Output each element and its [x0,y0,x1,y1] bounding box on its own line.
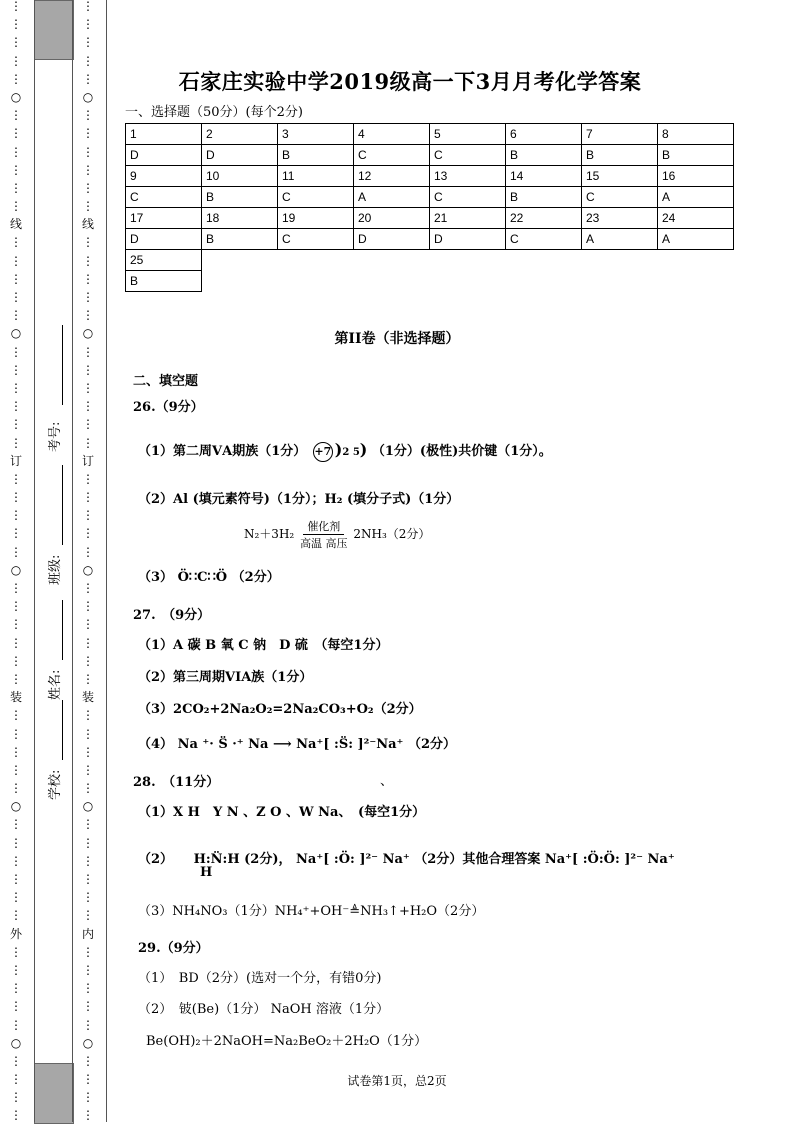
dot-mark: ⋮ [82,653,94,668]
dot-mark: ⋮ [10,908,22,923]
binding-circle-icon: ○ [82,89,94,104]
dot-mark: ⋮ [10,344,22,359]
section2-heading: 二、填空题 [133,374,199,389]
dot-mark: ⋮ [82,781,94,796]
dot-mark: ⋮ [82,635,94,650]
dot-mark: ⋮ [82,53,94,68]
answer-cell: B [506,187,582,208]
answer-cell: D [202,145,278,166]
binding-circle-icon: ○ [82,799,94,814]
dot-mark: ⋮ [82,199,94,214]
answer-cell: C [430,187,506,208]
dot-mark: ⋮ [10,671,22,686]
dot-mark: ⋮ [10,253,22,268]
answer-table-row [126,145,734,166]
binding-margin [0,0,108,1122]
dot-mark: ⋮ [82,417,94,432]
dot-mark: ⋮ [10,108,22,123]
dot-mark: ⋮ [82,762,94,777]
field-class: 班级: [48,554,63,585]
dot-mark: ⋮ [82,962,94,977]
binding-marker: 订 [9,453,22,468]
dot-mark: ⋮ [82,253,94,268]
dot-mark: ⋮ [82,508,94,523]
dot-mark: ⋮ [82,1072,94,1087]
answer-cell: C [506,229,582,250]
dot-mark: ⋮ [10,471,22,486]
dot-mark: ⋮ [10,1108,22,1123]
dot-mark: ⋮ [82,290,94,304]
answer-cell: B [278,145,354,166]
dot-mark: ⋮ [10,17,22,32]
school-blank[interactable] [62,700,63,760]
electron-shell-icon-2: ) [359,440,368,459]
q27-line2: （2）第三周期VIA族（1分） [138,670,313,685]
question-number-cell: 2 [202,124,278,145]
answer-cell: A [354,187,430,208]
empty-cell [278,271,354,292]
dot-mark: ⋮ [10,180,22,195]
dot-mark: ⋮ [10,617,22,632]
q26-line2: （2）Al (填元素符号)（1分）；H₂ (填分子式)（1分） [138,492,460,507]
na2s-formation-left: Na ⁺· S̈ ·⁺ Na [177,737,269,752]
field-school: 学校: [48,769,63,800]
field-exam-number: 考号: [48,421,63,452]
dot-mark: ⋮ [82,999,94,1014]
dot-mark: ⋮ [82,1053,94,1068]
answer-cell: C [126,187,202,208]
electron-shell-icon: ) [334,440,343,459]
dot-mark: ⋮ [10,399,22,414]
binding-marker: 内 [81,926,94,941]
dot-mark: ⋮ [82,908,94,923]
dot-mark: ⋮ [82,744,94,759]
q27-line4-score: （2分） [407,737,456,752]
q29-line1: （1） BD（2分）(选对一个分，有错0分) [138,971,382,986]
answer-table-row [126,124,734,145]
page-footer: 试卷第1页，总2页 [347,1074,447,1088]
dot-mark: ⋮ [10,999,22,1014]
nucleus-icon: +7 [313,442,333,462]
page-title: 石家庄实验中学2019级高一下3月月考化学答案 [178,69,642,94]
dot-mark: ⋮ [82,180,94,195]
q26-line1-text-b: （1分）(极性)共价键（1分）。 [371,444,552,459]
q28-score-a: (2分)， [244,852,292,867]
equation-products: 2NH₃（2分） [353,527,431,541]
dot-mark: ⋮ [10,508,22,523]
dot-mark: ⋮ [82,617,94,632]
empty-cell [430,250,506,271]
na2o2-electron-formula: Na⁺[ :Ö:Ö: ]²⁻ Na⁺ [544,852,675,867]
question-number-cell: 8 [658,124,734,145]
dot-mark: ⋮ [82,581,94,595]
question-number-cell: 23 [582,208,658,229]
q28-line2 [138,848,675,867]
dot-mark: ⋮ [10,544,22,559]
q27-line4 [138,733,456,752]
dot-mark: ⋮ [10,1017,22,1032]
empty-cell [202,271,278,292]
dot-mark: ⋮ [10,835,22,850]
dot-mark: ⋮ [82,872,94,886]
dot-mark: ⋮ [82,71,94,86]
q26-line1 [138,440,552,462]
answer-cell: B [506,145,582,166]
empty-cell [430,271,506,292]
q26-equation [244,518,430,551]
empty-cell [354,250,430,271]
catalyst-label: 催化剂 [303,518,344,535]
answer-cell: D [126,145,202,166]
dot-mark: ⋮ [10,962,22,977]
empty-cell [658,250,734,271]
dot-mark: ⋮ [10,435,22,450]
q29-heading: 29.（9分） [138,941,209,956]
dot-mark: ⋮ [10,71,22,86]
dot-mark: ⋮ [10,199,22,214]
question-number-cell: 12 [354,166,430,187]
binding-circle-icon: ○ [82,1035,94,1050]
answer-cell: B [126,271,202,292]
dot-mark: ⋮ [10,526,22,541]
dot-mark: ⋮ [10,271,22,286]
dot-mark: ⋮ [82,308,94,323]
dot-mark: ⋮ [82,1090,94,1105]
binding-marker: 线 [81,217,94,232]
inner-dotted-line [78,0,98,1122]
dot-mark: ⋮ [10,1053,22,1068]
part2-title: 第II卷（非选择题） [334,331,460,347]
dot-mark: ⋮ [10,817,22,832]
dot-mark: ⋮ [82,17,94,32]
binding-marker: 外 [9,926,22,941]
dot-mark: ⋮ [82,981,94,996]
binding-circle-icon: ○ [10,89,22,104]
answer-cell: B [202,187,278,208]
dot-mark: ⋮ [82,671,94,686]
q27-line1: （1）A 碳 B 氧 C 钠 D 硫 （每空1分） [138,638,389,653]
answer-cell: A [658,229,734,250]
question-number-cell: 21 [430,208,506,229]
reaction-arrow-icon: ⟶ [273,737,292,752]
nh3-bottom-h: H [200,865,213,880]
binding-circle-icon: ○ [82,326,94,341]
dot-mark: ⋮ [82,144,94,159]
question-number-cell: 10 [202,166,278,187]
na2o-electron-formula: Na⁺[ :Ö: ]²⁻ Na⁺ [296,852,410,867]
dot-mark: ⋮ [10,1072,22,1087]
answer-cell: D [354,229,430,250]
dot-mark: ⋮ [10,290,22,304]
answer-cell: D [430,229,506,250]
question-number-cell: 3 [278,124,354,145]
dot-mark: ⋮ [10,872,22,886]
nh3-electron-formula: H:N̈:H [193,852,240,867]
field-name: 姓名: [48,669,63,700]
dot-mark: ⋮ [10,235,22,250]
question-number-cell: 15 [582,166,658,187]
dot-mark: ⋮ [10,762,22,777]
answer-cell: C [278,229,354,250]
binding-circle-icon: ○ [10,1035,22,1050]
dot-mark: ⋮ [10,653,22,668]
answer-cell: A [658,187,734,208]
dot-mark: ⋮ [82,708,94,723]
dot-mark: ⋮ [82,126,94,141]
dot-mark: ⋮ [82,0,94,13]
binding-marker: 订 [81,453,94,468]
empty-cell [506,250,582,271]
q29-line3: Be(OH)₂＋2NaOH=Na₂BeO₂＋2H₂O（1分） [146,1034,428,1049]
binding-circle-icon: ○ [10,562,22,577]
margin-rule-left [34,0,35,1122]
dot-mark: ⋮ [82,544,94,559]
q27-line4-label: （4） [138,737,174,752]
dot-mark: ⋮ [82,435,94,450]
dot-mark: ⋮ [82,944,94,959]
dot-mark: ⋮ [10,126,22,141]
answer-table-row [126,187,734,208]
class-blank[interactable] [62,465,63,545]
q28-line1: （1）X H Y N 、Z O 、W Na、 (每空1分） [138,805,426,820]
answer-cell: B [582,145,658,166]
answer-table-row [126,250,734,271]
answer-cell: C [278,187,354,208]
question-number-cell: 1 [126,124,202,145]
dot-mark: ⋮ [82,162,94,177]
question-number-cell: 19 [278,208,354,229]
co2-electron-formula: Ö∷C∷Ö [177,570,228,585]
gray-block-top [34,0,74,60]
empty-cell [582,250,658,271]
binding-circle-icon: ○ [82,562,94,577]
answer-cell: C [582,187,658,208]
binding-circle-icon: ○ [10,799,22,814]
dot-mark: ⋮ [82,362,94,377]
dot-mark: ⋮ [10,490,22,505]
dot-mark: ⋮ [10,781,22,796]
question-number-cell: 4 [354,124,430,145]
shell-electrons: 2 5 [342,447,360,458]
name-blank[interactable] [62,600,63,660]
dot-mark: ⋮ [82,490,94,505]
answer-cell: B [658,145,734,166]
question-number-cell: 25 [126,250,202,271]
empty-cell [582,271,658,292]
dot-mark: ⋮ [10,944,22,959]
dot-mark: ⋮ [10,144,22,159]
binding-marker: 装 [81,690,94,705]
dot-mark: ⋮ [10,53,22,68]
dot-mark: ⋮ [82,726,94,741]
na2s-formation-right: Na⁺[ :S̈: ]²⁻Na⁺ [296,737,404,752]
q27-heading: 27. （9分） [133,608,211,623]
binding-marker: 装 [9,690,22,705]
question-number-cell: 13 [430,166,506,187]
dot-mark: ⋮ [82,380,94,395]
dot-mark: ⋮ [10,1090,22,1105]
dot-mark: ⋮ [82,108,94,123]
q26-heading: 26.（9分） [133,400,204,415]
dot-mark: ⋮ [82,271,94,286]
question-number-cell: 6 [506,124,582,145]
answer-table [125,123,734,292]
answer-cell: B [202,229,278,250]
dot-mark: ⋮ [10,35,22,50]
dot-mark: ⋮ [82,1017,94,1032]
dot-mark: ⋮ [10,162,22,177]
dot-mark: ⋮ [10,890,22,905]
q26-line1-text-a: （1）第二周ⅤA期族（1分） [138,444,307,459]
q26-line3-score: （2分） [231,570,280,585]
question-number-cell: 20 [354,208,430,229]
page-border-line [106,0,107,1122]
empty-cell [506,271,582,292]
q26-line3-label: （3） [138,570,174,585]
dot-mark: ⋮ [10,362,22,377]
q28-line2-label: （2） [138,852,174,867]
equation-reactants: N₂＋3H₂ [244,527,295,541]
answer-cell: A [582,229,658,250]
answer-table-row [126,271,734,292]
dot-mark: ⋮ [82,526,94,541]
q29-line2: （2） 铍(Be)（1分） NaOH 溶液（1分） [138,1002,390,1017]
dot-mark: ⋮ [10,417,22,432]
conditions-label: 高温 高压 [300,537,348,550]
dot-mark: ⋮ [82,471,94,486]
dot-mark: ⋮ [82,35,94,50]
answer-table-row [126,208,734,229]
dot-mark: ⋮ [82,1108,94,1123]
question-number-cell: 7 [582,124,658,145]
dot-mark: ⋮ [82,817,94,832]
dot-mark: ⋮ [10,308,22,323]
question-number-cell: 5 [430,124,506,145]
empty-cell [278,250,354,271]
dot-mark: ⋮ [10,635,22,650]
question-number-cell: 22 [506,208,582,229]
dot-mark: ⋮ [82,853,94,868]
margin-rule-right [72,0,73,1122]
dot-mark: ⋮ [10,599,22,614]
dot-mark: ⋮ [10,380,22,395]
q27-line3: （3）2CO₂+2Na₂O₂=2Na₂CO₃+O₂（2分） [138,702,422,717]
answer-cell: C [354,145,430,166]
question-number-cell: 14 [506,166,582,187]
binding-marker: 线 [9,217,22,232]
answer-cell: C [430,145,506,166]
section1-heading: 一、选择题（50分）(每个2分) [125,105,303,120]
answer-cell: D [126,229,202,250]
question-number-cell: 9 [126,166,202,187]
q26-line3 [138,566,280,585]
dot-mark: ⋮ [82,399,94,414]
question-number-cell: 18 [202,208,278,229]
dot-mark: ⋮ [10,708,22,723]
q28-line3: （3）NH₄NO₃（1分）NH₄⁺+OH⁻≜NH₃↑+H₂O（2分） [138,904,485,919]
dot-mark: ⋮ [82,344,94,359]
dot-mark: ⋮ [10,981,22,996]
q28-heading: 28. （11分） [133,775,220,790]
empty-cell [658,271,734,292]
q28-other-answers: （2分）其他合理答案 [414,852,541,867]
answer-table-row [126,166,734,187]
dot-mark: ⋮ [10,726,22,741]
dot-mark: ⋮ [82,235,94,250]
dot-mark: ⋮ [10,744,22,759]
answer-table-row [126,229,734,250]
question-number-cell: 11 [278,166,354,187]
outer-dotted-line [6,0,26,1122]
question-number-cell: 16 [658,166,734,187]
reaction-conditions [300,518,348,551]
question-number-cell: 17 [126,208,202,229]
dot-mark: ⋮ [82,599,94,614]
dot-mark: ⋮ [10,581,22,595]
empty-cell [202,250,278,271]
dot-mark: ⋮ [82,890,94,905]
q28-stray-mark: 、 [380,774,394,789]
dot-mark: ⋮ [82,835,94,850]
empty-cell [354,271,430,292]
dot-mark: ⋮ [10,0,22,13]
dot-mark: ⋮ [10,853,22,868]
question-number-cell: 24 [658,208,734,229]
binding-circle-icon: ○ [10,326,22,341]
